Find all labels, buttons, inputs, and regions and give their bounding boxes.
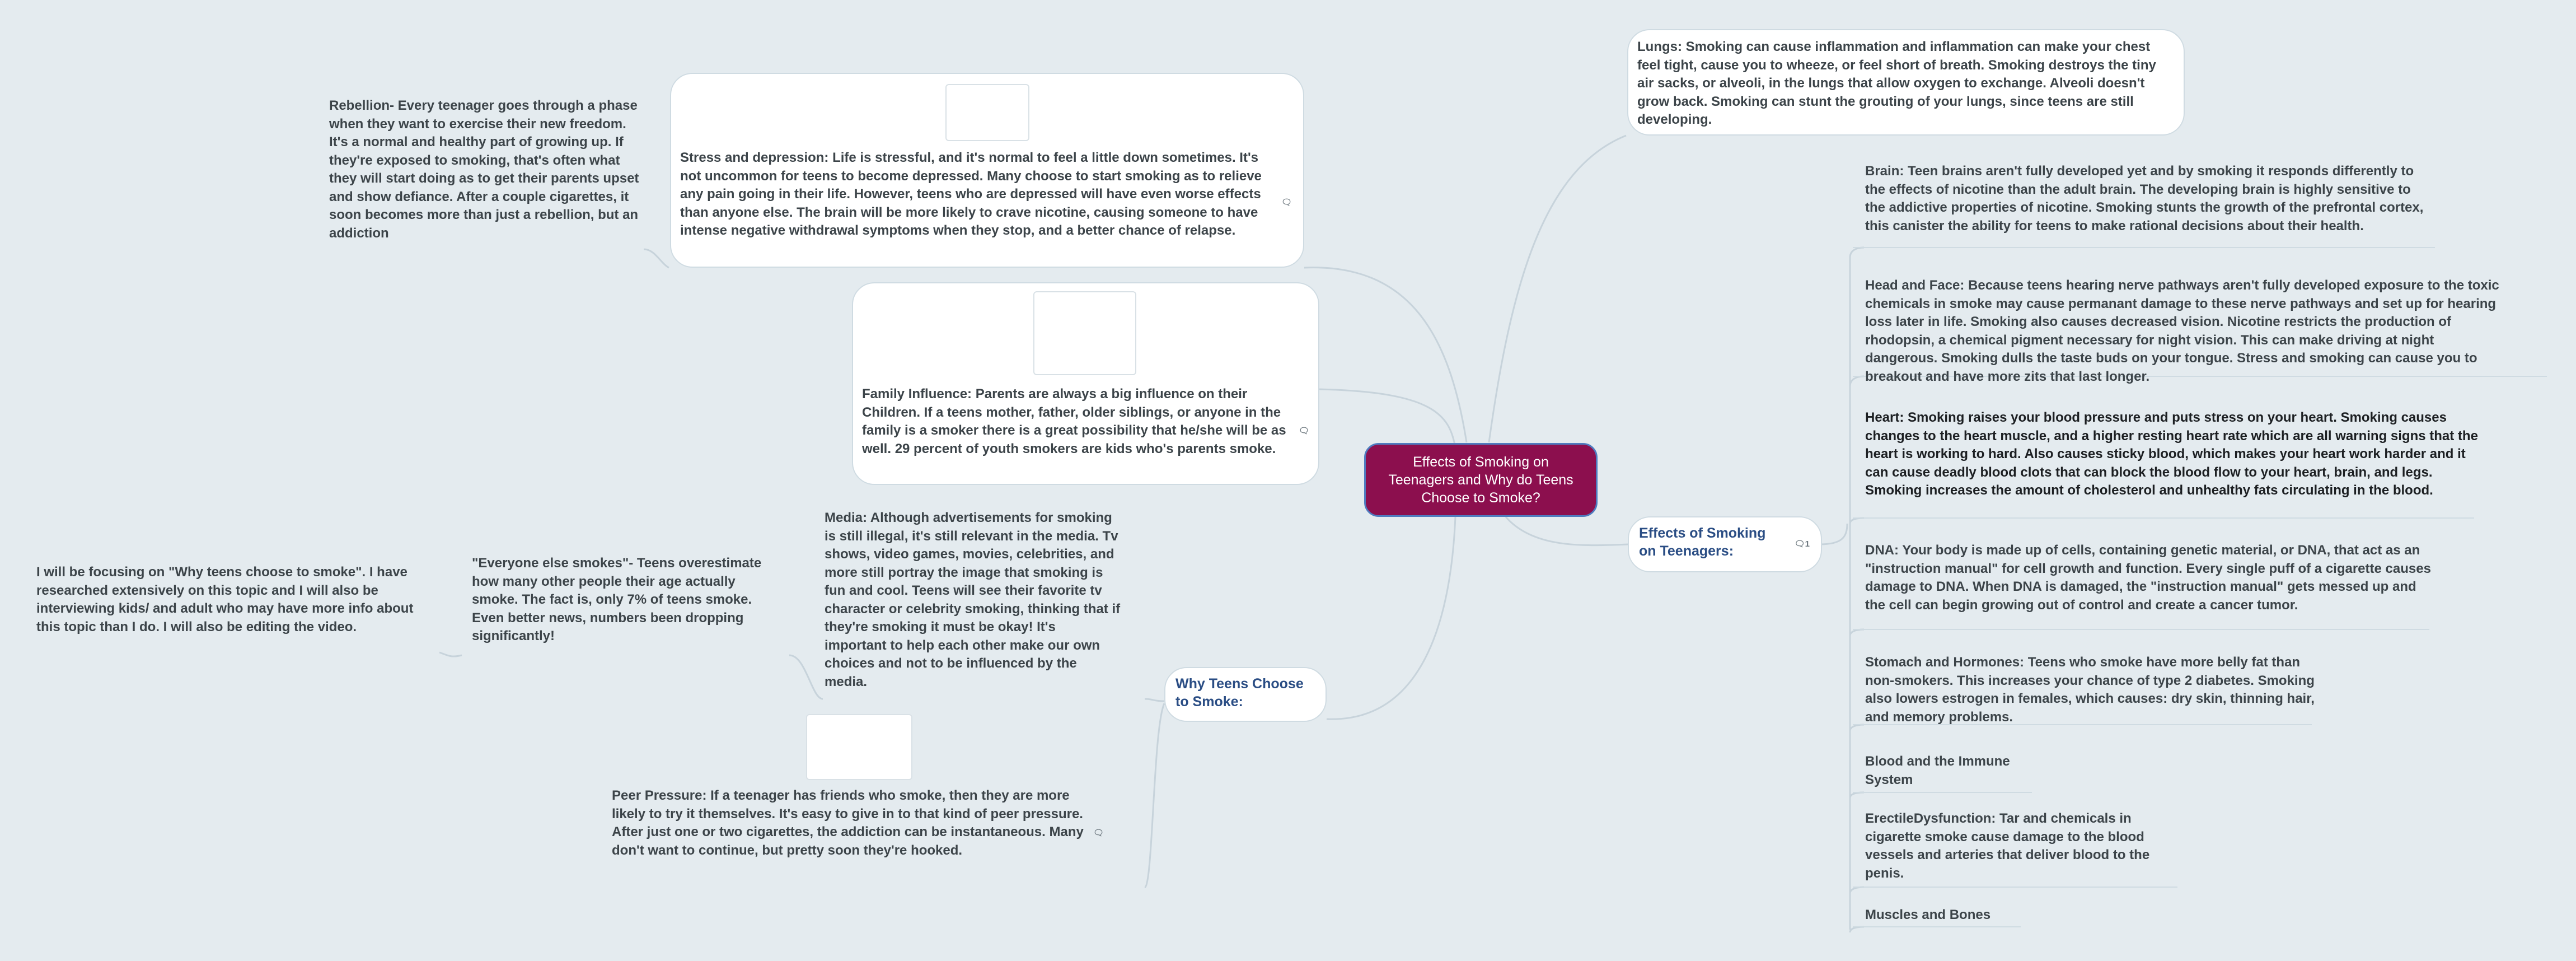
- topic-media[interactable]: Media: Although advertisements for smoking is still illegal, it's still relevant in the media. Tv shows, video games, movies, celebrities, and more still portray the image that smoking is fun and cool. Teens will see their favorite tv character or celebrity smoking, thinking that if they're smoking it must be okay! It's important to help each other make our own choices and not to be influenced by the media.: [825, 510, 1121, 689]
- topic-family-influence[interactable]: [852, 282, 1319, 485]
- topic-stress-and-depression[interactable]: [670, 73, 1304, 268]
- topic-head-and-face[interactable]: Head and Face: Because teens hearing nerve pathways aren't fully developed exposure to the toxic chemicals in smoke may cause permanant damage to these nerve pathways and set up for hearing loss later in life. Smoking also causes decreased vision. Nicotine restricts the production of rhodopsin, a chemical pigment necessary for night vision. This can make driving at night dangerous. Smoking dulls the taste buds on your tongue. Stress and smoking can cause you to breakout and have more zits that last longer.: [1865, 278, 2499, 384]
- underline: [1853, 247, 2435, 248]
- topic-family-text: Family Influence: Parents are always a big influence on their Children. If a teens mother, father, older siblings, or anyone in the family is a smoker there is a great possibility that he/she will be as well. 29 percent of youth smokers are kids who's parents smoke.: [862, 386, 1286, 456]
- central-topic[interactable]: [1364, 443, 1598, 517]
- topic-blood-and-immune-system[interactable]: Blood and the Immune System: [1865, 754, 2010, 787]
- image-placeholder: [1033, 291, 1136, 375]
- topic-lungs-text: Lungs: Smoking can cause inflammation and inflammation can make your chest feel tight, cause you to wheeze, or feel short of breath. Smoking destroys the tiny air sacks, or alveoli, in the lungs that allow oxygen to exchange. Alveoli doesn't grow back. Smoking can stunt the grouting of your lungs, since teens are still developing.: [1637, 39, 2156, 127]
- topic-stomach-and-hormones[interactable]: Stomach and Hormones: Teens who smoke have more belly fat than non-smokers. This increases your chance of type 2 diabetes. Smoking also lowers estrogen in females, which causes: dry skin, thinning hair, and memory problems.: [1865, 655, 2315, 725]
- topic-muscles-and-bones[interactable]: Muscles and Bones: [1865, 907, 1991, 922]
- underline: [1853, 792, 2032, 793]
- image-placeholder: [945, 84, 1029, 141]
- topic-peer-text: Peer Pressure: If a teenager has friends who smoke, then they are more likely to try it themselves. It's easy to give in to that kind of peer pressure. After just one or two cigarettes, the addiction can be instantaneous. Many don't want to continue, but pretty soon they're hooked.: [612, 788, 1084, 858]
- topic-lungs[interactable]: [1627, 29, 2185, 136]
- central-topic-label: Effects of Smoking on Teenagers and Why do Teens Choose to Smoke?: [1388, 454, 1573, 506]
- note-icon[interactable]: 🗨: [1281, 198, 1292, 207]
- topic-brain[interactable]: Brain: Teen brains aren't fully developed yet and by smoking it responds differently to the effects of nicotine than the adult brain. The developing brain is highly sensitive to the addictive properties of nicotine. Smoking stunts the growth of the prefrontal cortex, this canister the ability for teens to make rational decisions about their health.: [1865, 164, 2424, 234]
- underline: [1853, 517, 2474, 519]
- topic-heart[interactable]: Heart: Smoking raises your blood pressure and puts stress on your heart. Smoking causes changes to the heart muscle, and a higher resting heart rate which are all warning signs that the heart is working to hard. Also causes sticky blood, which makes your heart work harder and it can cause deadly blood clots that can block the blood flow to your heart, brain, and legs. Smoking increases the amount of cholesterol and unhealthy fats circulating in the blood.: [1865, 410, 2478, 498]
- underline: [1853, 887, 2177, 888]
- topic-peer-pressure[interactable]: [612, 714, 1145, 888]
- topic-focus-note[interactable]: I will be focusing on "Why teens choose to smoke". I have researched extensively on this topic and I will also be interviewing kids/ and adult who may have more info about this topic than I do. I will also be editing the video.: [36, 565, 414, 635]
- branch-why-label: Why Teens Choose to Smoke:: [1175, 676, 1304, 710]
- branch-effects-of-smoking[interactable]: [1628, 516, 1822, 572]
- branch-why-teens-choose-to-smoke[interactable]: [1164, 667, 1327, 722]
- image-placeholder: [806, 714, 912, 780]
- topic-dna[interactable]: DNA: Your body is made up of cells, containing genetic material, or DNA, that act as an "instruction manual" for cell growth and function. Every single puff of a cigarette causes damage to DNA. When DNA is damaged, the "instruction manual" gets messed up and the cell can begin growing out of control and create a cancer tumor.: [1865, 543, 2431, 613]
- note-icon[interactable]: 🗨: [1093, 828, 1104, 838]
- topic-everyone-else-smokes[interactable]: "Everyone else smokes"- Teens overestimate how many other people their age actually smoke. The fact is, only 7% of teens smoke. Even better news, numbers been dropping significantly!: [472, 556, 762, 643]
- underline: [1853, 629, 2429, 630]
- branch-effects-label: Effects of Smoking on Teenagers:: [1639, 525, 1766, 559]
- underline: [1853, 926, 2021, 927]
- topic-erectile-dysfunction[interactable]: ErectileDysfunction: Tar and chemicals in cigarette smoke cause damage to the blood vessels and arteries that deliver blood to the penis.: [1865, 811, 2150, 881]
- comment-icon[interactable]: 🗨1: [1794, 539, 1810, 549]
- topic-stress-text: Stress and depression: Life is stressful, and it's normal to feel a little down sometimes. It's not uncommon for teens to become depressed. Many choose to start smoking as to relieve any pain going in their life. However, teens who are depressed will have even worse effects than anyone else. The brain will be more likely to crave nicotine, causing someone to have intense negative withdrawal symptoms when they stop, and a better chance of relapse.: [680, 150, 1262, 238]
- topic-rebellion[interactable]: Rebellion- Every teenager goes through a phase when they want to exercise their new freedom. It's a normal and healthy part of growing up. If they're exposed to smoking, that's often what they will start doing as to get their parents upset and show defiance. After a couple cigarettes, it soon becomes more than just a rebellion, but an addiction: [329, 98, 639, 241]
- note-icon[interactable]: 🗨: [1299, 426, 1310, 436]
